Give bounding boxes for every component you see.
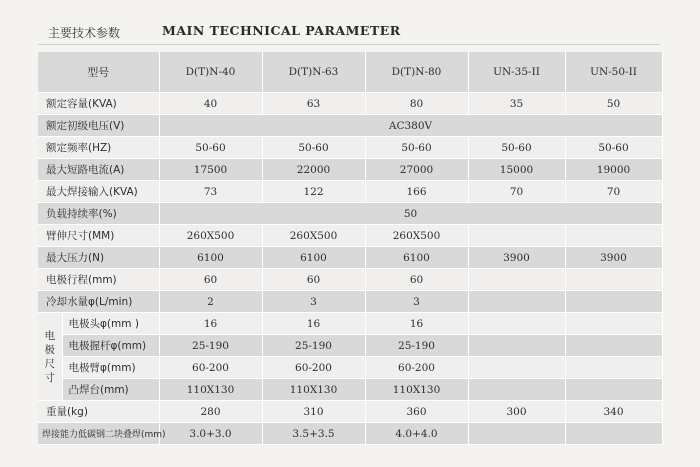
cell-value: 340 [565,401,662,423]
group-char: 尺 [44,357,55,370]
row-label: 额定初级电压(V) [38,115,159,137]
cell-value: 60 [365,269,468,291]
cell-value: 300 [468,401,565,423]
group-char: 电 [44,329,55,342]
cell-empty [565,423,662,445]
row-label: 冷却水量φ(L/min) [38,291,159,313]
cell-value: 22000 [262,159,365,181]
cell-empty [565,379,662,401]
merged-value: 50 [159,203,662,225]
table-row [38,93,662,115]
cell-value: 310 [262,401,365,423]
cell-value: 122 [262,181,365,203]
row-label: 臂伸尺寸(MM) [38,225,159,247]
table-row [38,115,662,137]
table-row [38,269,662,291]
row-label: 负载持续率(%) [38,203,159,225]
cell-value: 3 [262,291,365,313]
cell-empty [468,379,565,401]
cell-value: 17500 [159,159,262,181]
cell-value: 60 [262,269,365,291]
cell-empty [565,269,662,291]
model-col-5: UN-50-II [565,52,662,93]
cell-empty [565,291,662,313]
cell-value: 260X500 [262,225,365,247]
cell-value: 15000 [468,159,565,181]
row-label: 电极臂φ(mm) [62,357,159,379]
model-label: 型号 [38,52,159,93]
cell-value: 63 [262,93,365,115]
row-label: 额定容量(KVA) [38,93,159,115]
cell-value: 6100 [365,247,468,269]
cell-value: 25-190 [365,335,468,357]
cell-empty [468,423,565,445]
cell-value: 2 [159,291,262,313]
cell-empty [468,225,565,247]
table-row [38,379,662,401]
merged-value: AC380V [159,115,662,137]
cell-empty [468,313,565,335]
cell-value: 40 [159,93,262,115]
cell-value: 110X130 [262,379,365,401]
table-row [38,181,662,203]
cell-value: 280 [159,401,262,423]
table-row [38,247,662,269]
cell-value: 4.0+4.0 [365,423,468,445]
table-header-row [38,52,662,93]
cell-value: 16 [262,313,365,335]
row-label: 额定频率(HZ) [38,137,159,159]
table-row [38,225,662,247]
cell-value: 3 [365,291,468,313]
row-label: 电极握杆φ(mm) [62,335,159,357]
cell-value: 6100 [262,247,365,269]
table-row [38,357,662,379]
cell-value: 110X130 [365,379,468,401]
electrode-size-group-label [38,313,62,401]
cell-value: 50-60 [365,137,468,159]
table-row [38,423,662,445]
model-col-4: UN-35-II [468,52,565,93]
model-col-1: D(T)N-40 [159,52,262,93]
cell-value: 80 [365,93,468,115]
row-label: 焊接能力低碳钢二块叠焊(mm) [38,423,159,445]
cell-value: 3900 [565,247,662,269]
cell-value: 6100 [159,247,262,269]
row-label: 最大短路电流(A) [38,159,159,181]
cell-value: 60-200 [262,357,365,379]
cell-value: 50-60 [565,137,662,159]
cell-value: 60-200 [365,357,468,379]
group-char: 极 [44,343,55,356]
title-english: MAIN TECHNICAL PARAMETER [162,23,401,38]
cell-value: 3900 [468,247,565,269]
row-label: 凸焊台(mm) [62,379,159,401]
cell-value: 50 [565,93,662,115]
cell-value: 360 [365,401,468,423]
row-label: 最大焊接输入(KVA) [38,181,159,203]
table-row [38,401,662,423]
parameter-table [38,52,663,445]
model-col-3: D(T)N-80 [365,52,468,93]
cell-value: 70 [468,181,565,203]
cell-value: 35 [468,93,565,115]
cell-value: 50-60 [468,137,565,159]
cell-value: 50-60 [262,137,365,159]
row-label: 重量(kg) [38,401,159,423]
header-divider [38,44,660,45]
row-label: 电极头φ(mm ) [62,313,159,335]
cell-value: 260X500 [159,225,262,247]
table-row [38,291,662,313]
cell-empty [565,335,662,357]
cell-value: 70 [565,181,662,203]
table-row [38,313,662,335]
table-row [38,159,662,181]
cell-value: 16 [159,313,262,335]
cell-value: 110X130 [159,379,262,401]
page-header [0,0,700,52]
cell-value: 27000 [365,159,468,181]
cell-value: 16 [365,313,468,335]
model-col-2: D(T)N-63 [262,52,365,93]
table-row [38,137,662,159]
cell-value: 19000 [565,159,662,181]
cell-value: 60-200 [159,357,262,379]
cell-value: 166 [365,181,468,203]
cell-empty [565,225,662,247]
cell-empty [468,335,565,357]
title-chinese: 主要技术参数 [48,26,121,40]
row-label: 电极行程(mm) [38,269,159,291]
cell-value: 60 [159,269,262,291]
cell-value: 73 [159,181,262,203]
cell-value: 50-60 [159,137,262,159]
cell-value: 25-190 [159,335,262,357]
cell-empty [468,291,565,313]
table-row [38,335,662,357]
cell-empty [565,357,662,379]
cell-value: 3.5+3.5 [262,423,365,445]
group-char: 寸 [44,371,55,384]
table-row [38,203,662,225]
cell-empty [468,269,565,291]
cell-value: 25-190 [262,335,365,357]
cell-value: 260X500 [365,225,468,247]
cell-value: 3.0+3.0 [159,423,262,445]
row-label: 最大压力(N) [38,247,159,269]
cell-empty [565,313,662,335]
cell-empty [468,357,565,379]
